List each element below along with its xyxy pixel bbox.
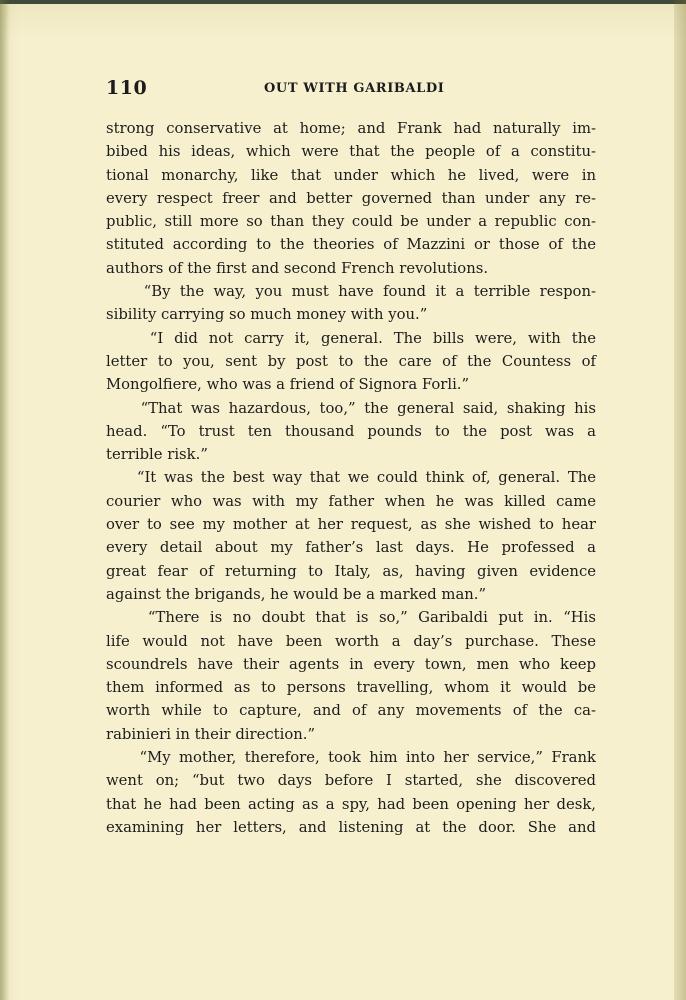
text-line: rabinieri in their direction.” [106,725,316,743]
text-line: “By the way, you must have found it a terrible respon- [106,283,596,301]
text-line: stituted according to the theories of Mazzini or those of the [106,236,596,254]
text-line: “There is no doubt that is so,” Garibaldi put in. “His [106,609,596,627]
text-line: “My mother, therefore, took him into her service,” Frank [106,749,596,767]
text-line: authors of the first and second French revolutions. [106,259,489,277]
running-head [106,77,596,101]
text-line: “I did not carry it, general. The bills were, with the [106,329,596,347]
text-line: life would not have been worth a day’s purchase. These [106,632,596,650]
text-line: every detail about my father’s last days. He professed a [106,539,596,557]
text-line: bibed his ideas, which were that the people of a constitu- [106,143,596,161]
text-line: letter to you, sent by post to the care of the Countess of [106,352,596,370]
text-line: against the brigands, he would be a marked man.” [106,585,487,603]
running-title: OUT WITH GARIBALDI [264,81,445,96]
text-line: terrible risk.” [106,446,208,464]
text-line: every respect freer and better governed than under any re- [106,189,596,207]
text-line: scoundrels have their agents in every town, men who keep [106,655,596,673]
text-line: them informed as to persons travelling, whom it would be [106,679,596,697]
page-gutter-shadow [0,0,10,1000]
page-number: 110 [106,77,148,99]
text-line: over to see my mother at her request, as she wished to hear [106,516,596,534]
body-text [106,117,596,839]
text-line: great fear of returning to Italy, as, having given evidence [106,562,596,580]
text-line: went on; “but two days before I started, she discovered [106,772,596,790]
text-line: strong conservative at home; and Frank had naturally im- [106,120,596,137]
text-line: head. “To trust ten thousand pounds to the post was a [106,422,596,440]
text-line: sibility carrying so much money with you.” [106,306,428,324]
text-line: public, still more so than they could be under a republic con- [106,213,596,231]
page-right-edge [674,0,686,1000]
text-line: examining her letters, and listening at the door. She and [106,818,596,836]
text-line: courier who was with my father when he was killed came [106,492,596,510]
text-line: that he had been acting as a spy, had been opening her desk, [106,795,596,813]
text-line: “It was the best way that we could think of, general. The [106,469,596,487]
text-line: Mongolfiere, who was a friend of Signora Forli.” [106,376,470,394]
text-line: tional monarchy, like that under which he lived, were in [106,166,596,184]
page-top-edge [0,0,686,4]
text-line: “That was hazardous, too,” the general said, shaking his [106,399,596,417]
text-line: worth while to capture, and of any movements of the ca- [106,702,596,720]
